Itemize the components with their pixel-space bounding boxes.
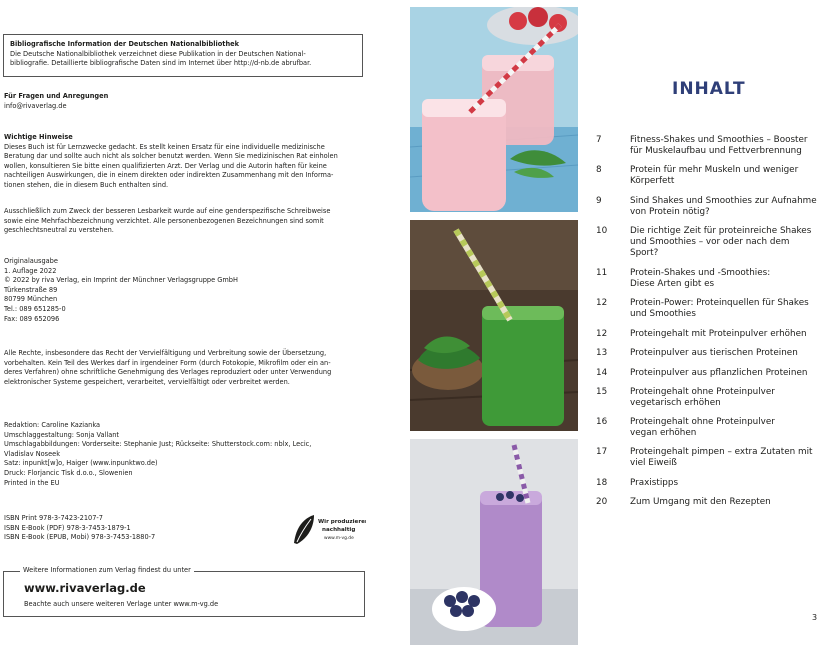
toc-page-number: 8: [596, 165, 602, 175]
toc-page-number: 13: [596, 348, 608, 358]
toc-title-line: Protein-Shakes und -Smoothies:: [630, 268, 771, 278]
credits-line: Printed in the EU: [4, 478, 60, 487]
toc-title-line: und Smoothies – vor oder nach dem: [630, 237, 790, 247]
edition-line: Fax: 089 652096: [4, 314, 60, 323]
toc-page-number: 18: [596, 478, 608, 488]
toc-title: [630, 135, 817, 157]
publisher-url-link[interactable]: www.rivaverlag.de: [24, 581, 146, 595]
toc-title-line: Körperfett: [630, 176, 675, 186]
toc-page-number: 12: [596, 329, 608, 339]
leaf-icon: [292, 513, 366, 547]
notes-line: wollen, konsultieren Sie bitte einen qualifizierten Arzt. Der Verlag und die Autorin haften für keine: [4, 161, 327, 170]
logo-line1: Wir produzieren: [318, 519, 366, 525]
rights-line: elektronischer Systeme gespeichert, verarbeitet, vervielfältigt oder verbreitet werden.: [4, 377, 290, 386]
credits-line: Umschlagabbildungen: Vorderseite: Stephanie Just; Rückseite: Shutterstock.com: nblx, Lecic,: [4, 440, 312, 449]
edition-line: © 2022 by riva Verlag, ein Imprint der Münchner Verlagsgruppe GmbH: [4, 276, 238, 285]
toc-title-line: Praxistipps: [630, 478, 679, 488]
toc-page-number: 12: [596, 298, 608, 308]
toc-title-line: Zum Umgang mit den Rezepten: [630, 497, 771, 507]
bibliographic-info-box: [3, 34, 363, 77]
toc-page-number: 7: [596, 135, 602, 145]
rights-block: [4, 349, 372, 387]
toc-title-line: Die richtige Zeit für proteinreiche Shakes: [630, 226, 812, 236]
toc-title: [630, 268, 817, 290]
toc-title: [630, 298, 817, 320]
isbn-line: ISBN E-Book (EPUB, Mobi) 978-3-7453-1880-7: [4, 533, 156, 542]
notes-line: Dieses Buch ist für Lernzwecke gedacht. Es stellt keinen Ersatz für eine individuelle medizinische: [4, 142, 325, 151]
bib-line: Die Deutsche Nationalbibliothek verzeichnet diese Publikation in der Deutschen National-: [10, 49, 306, 58]
toc-title: [630, 329, 817, 340]
notes-line: Beratung dar und sollte auch nicht als solcher benutzt werden. Wenn Sie medizinischen Rat einholen: [4, 152, 338, 161]
rights-line: deres Verfahren) ohne schriftliche Genehmigung des Verlages reproduziert oder unter Verwendung: [4, 368, 332, 377]
toc-title-line: Proteingehalt ohne Proteinpulver: [630, 387, 775, 397]
rights-line: vorbehalten. Kein Teil des Werkes darf in irgendeiner Form (durch Fotokopie, Mikrofilm oder ein an-: [4, 358, 331, 367]
notes-block: [4, 133, 372, 191]
logo-line3: www.m-vg.de: [324, 536, 354, 541]
toc-title: [630, 226, 817, 259]
toc-page-number: 10: [596, 226, 608, 236]
credits-line: Druck: Florjancic Tisk d.o.o., Slowenien: [4, 468, 133, 477]
toc-page-number: 20: [596, 497, 608, 507]
toc-title-line: Proteingehalt mit Proteinpulver erhöhen: [630, 329, 807, 339]
toc-title-line: Fitness-Shakes und Smoothies – Booster: [630, 135, 808, 145]
toc-title: [630, 348, 817, 359]
toc-title-line: Proteinpulver aus pflanzlichen Proteinen: [630, 368, 808, 378]
logo-line2: nachhaltig: [322, 527, 356, 533]
toc-title: [630, 447, 817, 469]
rights-line: Alle Rechte, insbesondere das Recht der Vervielfältigung und Verbreitung sowie der Übersetzung,: [4, 349, 327, 357]
toc-title-line: vegetarisch erhöhen: [630, 398, 721, 408]
gender-line: Ausschließlich zum Zweck der besseren Lesbarkeit wurde auf eine genderspezifische Schreibweise: [4, 207, 331, 215]
toc-title-line: viel Eiweiß: [630, 458, 677, 468]
toc-page-number: 16: [596, 417, 608, 427]
edition-block: [4, 257, 372, 324]
questions-block: [4, 92, 372, 111]
notes-line: tionen stehen, die in diesem Buch enthalten sind.: [4, 180, 169, 189]
gender-line: sowie eine Mehrfachbezeichnung verzichtet. Alle personenbezogenen Bezeichnungen sind somit: [4, 216, 324, 225]
toc-title-line: Proteinpulver aus tierischen Proteinen: [630, 348, 798, 358]
toc-title: [630, 478, 817, 489]
credits-line: Umschlaggestaltung: Sonja Vallant: [4, 430, 120, 439]
toc-title-line: für Muskelaufbau und Fettverbrennung: [630, 146, 802, 156]
toc-title-line: Diese Arten gibt es: [630, 279, 715, 289]
toc-title-line: vegan erhöhen: [630, 428, 697, 438]
edition-line: Tel.: 089 651285-0: [4, 304, 66, 313]
questions-title: Für Fragen und Anregungen: [4, 92, 109, 100]
toc-title: [630, 368, 817, 379]
toc-page-number: 11: [596, 268, 608, 278]
toc-title-line: Sport?: [630, 248, 659, 258]
edition-line: 1. Auflage 2022: [4, 266, 57, 275]
credits-line: Satz: inpunkt[w]o, Haiger (www.inpunktwo.de): [4, 459, 158, 468]
strawberry-shake-photo: [410, 7, 578, 212]
gender-line: geschlechtsneutral zu verstehen.: [4, 226, 114, 235]
toc-title: [630, 196, 817, 218]
bib-title: Bibliografische Information der Deutschen Nationalbibliothek: [10, 40, 239, 48]
toc-title: [630, 417, 817, 439]
edition-line: 80799 München: [4, 295, 58, 304]
toc-title-line: Proteingehalt ohne Proteinpulver: [630, 417, 775, 427]
toc-page-number: 17: [596, 447, 608, 457]
edition-line: Türkenstraße 89: [4, 285, 58, 294]
credits-line: Redaktion: Caroline Kazianka: [4, 421, 101, 429]
toc-title-line: Proteingehalt pimpen – extra Zutaten mit: [630, 447, 813, 457]
green-smoothie-photo: [410, 220, 578, 431]
toc-title-line: Sind Shakes und Smoothies zur Aufnahme: [630, 196, 817, 206]
edition-line: Originalausgabe: [4, 257, 58, 265]
info-note: Beachte auch unsere weiteren Verlage unter www.m-vg.de: [24, 600, 219, 608]
toc-title-line: Protein für mehr Muskeln und weniger: [630, 165, 799, 175]
bib-line: bibliografie. Detaillierte bibliografische Daten sind im Internet über http://d-nb.de abrufbar.: [10, 59, 312, 67]
sustainability-logo: [292, 513, 366, 547]
credits-block: [4, 421, 372, 488]
page-number: 3: [812, 613, 817, 622]
toc-title: [630, 497, 817, 508]
toc-page-number: 14: [596, 368, 608, 378]
toc-title: [630, 387, 817, 409]
notes-title: Wichtige Hinweise: [4, 133, 73, 141]
credits-line: Vladislav Noseek: [4, 449, 61, 458]
toc-title-line: und Smoothies: [630, 309, 696, 319]
toc-title-line: von Protein nötig?: [630, 207, 710, 217]
info-legend: Weitere Informationen zum Verlag findest du unter: [20, 566, 194, 574]
isbn-line: ISBN E-Book (PDF) 978-3-7453-1879-1: [4, 523, 131, 532]
questions-email[interactable]: info@rivaverlag.de: [4, 101, 67, 110]
notes-line: nachteiligen Auswirkungen, die in einem direkten oder indirekten Zusammenhang mit den Informa-: [4, 171, 334, 180]
toc-title-line: Protein-Power: Proteinquellen für Shakes: [630, 298, 809, 308]
toc-title: [630, 165, 817, 187]
toc-page-number: 9: [596, 196, 602, 206]
toc-page-number: 15: [596, 387, 608, 397]
isbn-line: ISBN Print 978-3-7423-2107-7: [4, 514, 103, 522]
blueberry-smoothie-photo: [410, 439, 578, 645]
toc-heading: INHALT: [672, 79, 746, 99]
gender-note-block: [4, 207, 372, 236]
